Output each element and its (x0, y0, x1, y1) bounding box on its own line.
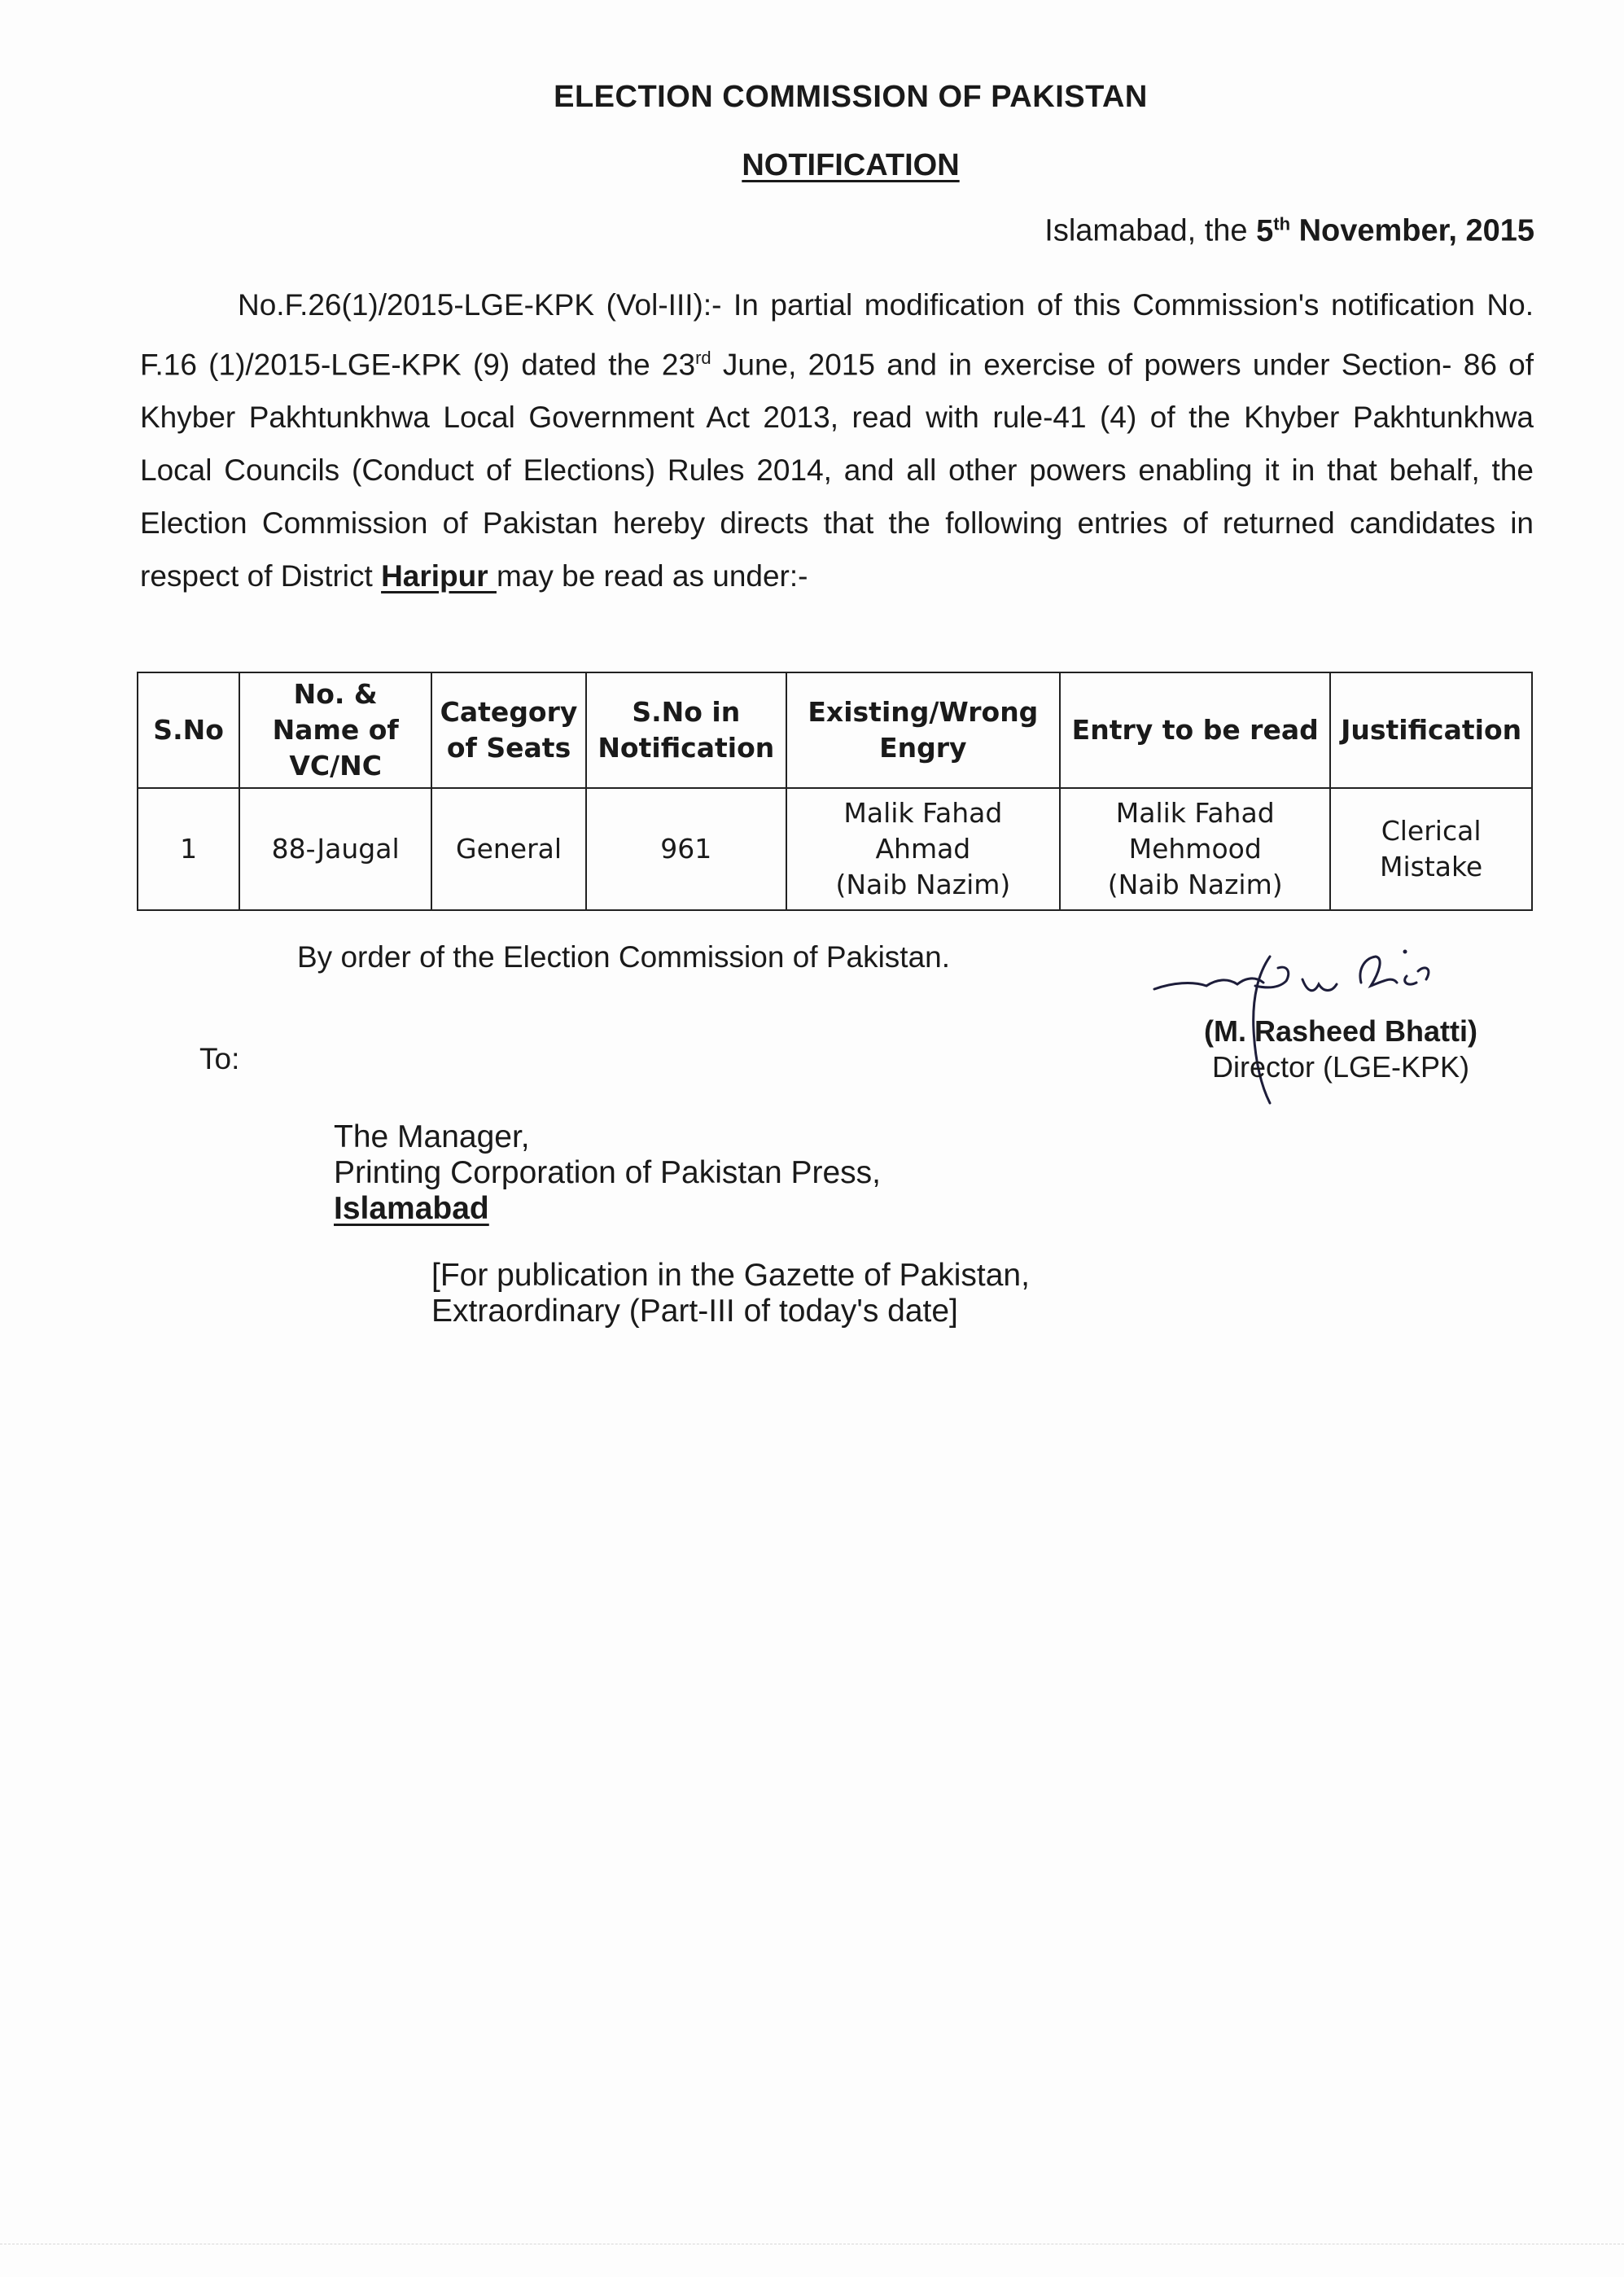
cell-sno-notification: 961 (586, 788, 786, 910)
cell-sno: 1 (138, 788, 239, 910)
signer-designation: Director (LGE-KPK) (1211, 1050, 1470, 1084)
body-text-part3: may be read as under:- (496, 559, 808, 593)
body-text-part1: No.F.26(1)/2015-LGE-KPK (Vol-III):- In partial modification of this Commission's notification No. F.16 (1)/2015-LGE-KPK (9) dated the 23 (140, 288, 1534, 382)
cell-justification-line2: Mistake (1380, 851, 1483, 882)
by-order-line: By order of the Election Commission of Pakistan. (297, 940, 951, 974)
entries-table (137, 672, 1533, 911)
address-city: Islamabad (334, 1191, 489, 1226)
organization-title: ELECTION COMMISSION OF PAKISTAN (554, 80, 1148, 114)
cell-existing-line2: Ahmad (875, 833, 971, 865)
cell-entry-line2: Mehmood (1128, 833, 1262, 865)
district-name: Haripur (381, 559, 497, 593)
to-label: To: (199, 1042, 240, 1075)
header-sno: S.No (138, 672, 239, 788)
header-entry: Entry to be read (1060, 672, 1330, 788)
cell-existing-line1: Malik Fahad (843, 797, 1003, 829)
cell-existing-line3: (Naib Nazim) (835, 869, 1011, 900)
header-sno-notification: S.No in Notification (586, 672, 786, 788)
notification-body (140, 278, 1534, 602)
publication-note (431, 1258, 1030, 1329)
cell-entry-line1: Malik Fahad (1115, 797, 1275, 829)
table-row (138, 788, 1532, 910)
recipient-address (334, 1119, 881, 1227)
dateline (1044, 213, 1534, 249)
header-existing: Existing/Wrong Engry (786, 672, 1061, 788)
cell-vc-name: 88-Jaugal (239, 788, 431, 910)
publication-line2: Extraordinary (Part-III of today's date] (431, 1294, 958, 1329)
cell-entry (1060, 788, 1330, 910)
body-date-suffix: rd (695, 348, 711, 368)
cell-existing (786, 788, 1061, 910)
publication-line1: [For publication in the Gazette of Pakistan, (431, 1258, 1030, 1293)
dateline-day: 5th (1256, 213, 1291, 248)
dateline-prefix: Islamabad, the (1044, 213, 1248, 248)
address-line1: The Manager, (334, 1119, 530, 1154)
address-line2: Printing Corporation of Pakistan Press, (334, 1155, 881, 1190)
table-header-row (138, 672, 1532, 788)
cell-justification (1330, 788, 1532, 910)
signer-block (1190, 1014, 1491, 1085)
cell-category: General (431, 788, 586, 910)
cell-entry-line3: (Naib Nazim) (1107, 869, 1283, 900)
header-vc-name: No. & Name of VC/NC (239, 672, 431, 788)
signer-name: (M. Rasheed Bhatti) (1203, 1014, 1478, 1048)
header-category: Category of Seats (431, 672, 586, 788)
header-justification: Justification (1330, 672, 1532, 788)
cell-justification-line1: Clerical (1381, 815, 1482, 847)
notification-title: NOTIFICATION (742, 148, 960, 182)
body-text-part2: June, 2015 and in exercise of powers under Section- 86 of Khyber Pakhtunkhwa Local Government Act 2013, read with rule-41 (4) of the Khyber Pakhtunkhwa Local Councils (Conduct of Elections) Rules 2014, and all other powers enabling it in that behalf, the Election Commission of Pakistan hereby directs that the following entries of returned candidates in respect of District (140, 348, 1534, 593)
scan-edge-line (0, 2244, 1624, 2269)
dateline-month-year: November, 2015 (1298, 213, 1534, 248)
